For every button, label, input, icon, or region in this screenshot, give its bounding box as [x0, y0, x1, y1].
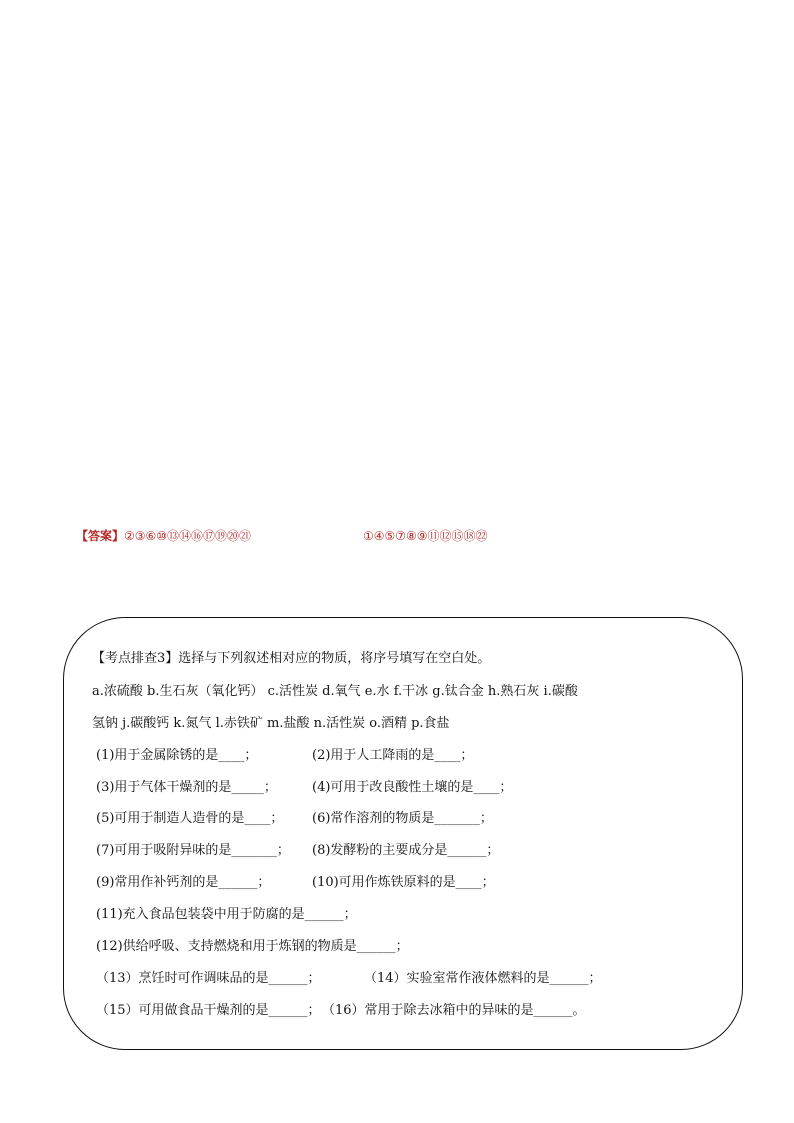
item-13: （13）烹饪时可作调味品的是______；: [96, 971, 321, 986]
item-11: (11)充入食品包装袋中用于防腐的是______；: [96, 907, 357, 922]
item-8: (8)发酵粉的主要成分是______；: [312, 843, 500, 858]
item-5: (5)可用于制造人造骨的是____；: [96, 811, 284, 826]
item-2: (2)用于人工降雨的是____；: [312, 748, 474, 763]
options-line-1: a.浓硫酸 b.生石灰（氧化钙） c.活性炭 d.氧气 e.水 f.干冰 g.钛合金 h.熟石灰 i.碳酸: [92, 684, 578, 699]
item-15: （15）可用做食品干燥剂的是______；: [96, 1003, 321, 1018]
answer-tag: 【答案】: [76, 529, 125, 543]
question-row-4: [96, 843, 736, 859]
item-4: (4)可用于改良酸性土壤的是____；: [312, 780, 513, 795]
item-9: (9)常用作补钙剂的是______；: [96, 875, 271, 890]
item-3: (3)用于气体干燥剂的是_____；: [96, 780, 277, 795]
question-row-3: [96, 811, 736, 827]
item-1: (1)用于金属除锈的是____；: [96, 748, 258, 763]
question-row-2: [96, 780, 736, 796]
answer-line: [76, 527, 488, 544]
question-row-5: [96, 875, 736, 891]
answer-sequence-1: ②③⑥⑩⑬⑭⑯⑰⑲⑳㉑: [124, 529, 252, 543]
question-row-13: [96, 971, 736, 987]
question-header: 【考点排查3】选择与下列叙述相对应的物质，将序号填写在空白处。: [92, 651, 491, 666]
item-14: （14）实验室常作液体燃料的是______；: [364, 971, 602, 986]
question-row-15: [96, 1003, 736, 1019]
item-12: (12)供给呼吸、支持燃烧和用于炼钢的物质是______；: [96, 939, 409, 954]
item-7: (7)可用于吸附异味的是_______；: [96, 843, 290, 858]
options-line-2: 氢钠 j.碳酸钙 k.氮气 l.赤铁矿 m.盐酸 n.活性炭 o.酒精 p.食盐: [92, 716, 450, 731]
question-row-1: [96, 748, 736, 764]
item-16: （16）常用于除去冰箱中的异味的是______。: [322, 1003, 586, 1018]
item-6: (6)常作溶剂的物质是_______；: [312, 811, 493, 826]
item-10: (10)可用作炼铁原料的是____；: [312, 875, 495, 890]
answer-sequence-2: ①④⑤⑦⑧⑨⑪⑫⑮⑱㉒: [363, 529, 488, 543]
